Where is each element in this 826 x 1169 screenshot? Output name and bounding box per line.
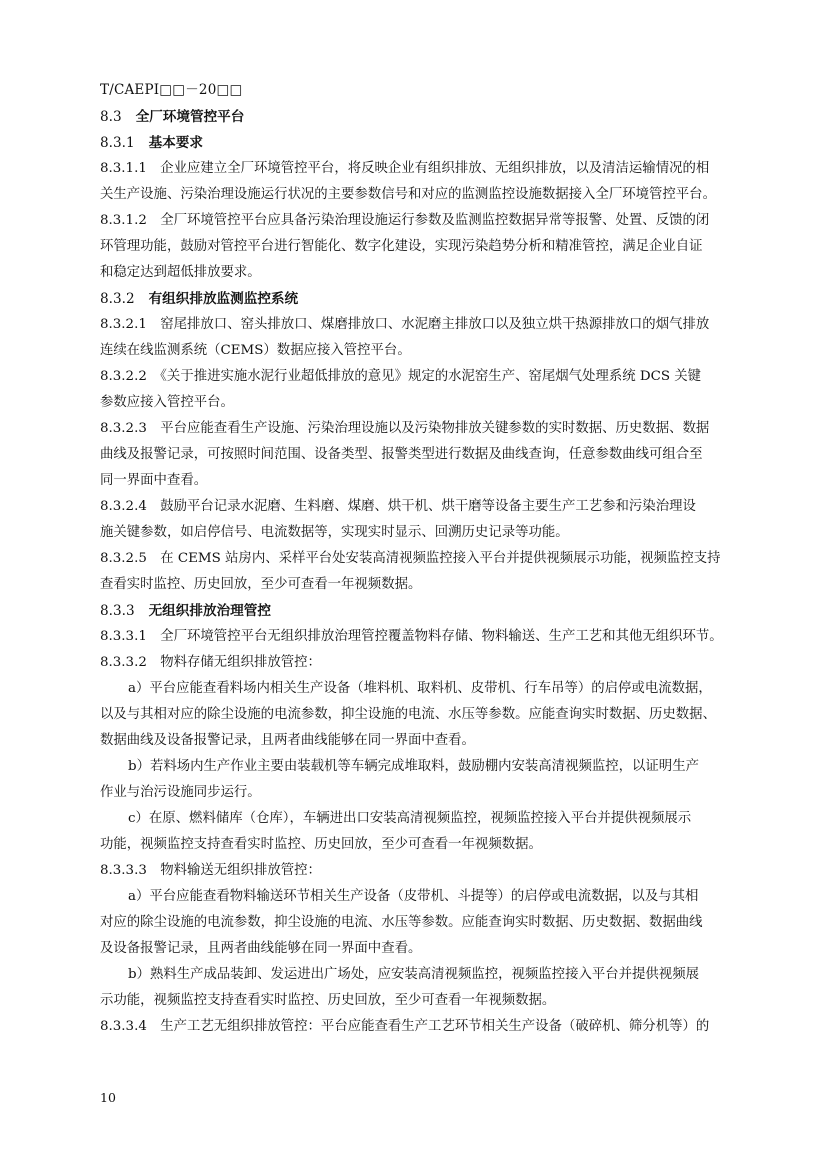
paragraph-p8334 — [100, 1014, 748, 1040]
paragraph-line: 8.3.3.2 物料存储无组织排放管控： — [100, 655, 321, 670]
paragraph-line: 8.3.1.1 企业应建立全厂环境管控平台，将反映企业有组织排放、无组织排放，以及清洁运输情况的相 — [100, 161, 710, 176]
section-number: 8.3 — [100, 109, 122, 125]
paragraph-p8325 — [100, 546, 748, 598]
paragraph-line: 关生产设施、污染治理设施运行状况的主要参数信号和对应的监测监控设施数据接入全厂环境管控平台。 — [100, 187, 716, 202]
paragraph-line: 和稳定达到超低排放要求。 — [100, 265, 261, 280]
paragraph-p8322 — [100, 364, 748, 416]
paragraph-p8332 — [100, 650, 748, 676]
paragraph-line: 以及与其相对应的除尘设施的电流参数，抑尘设施的电流、水压等参数。应能查询实时数据、历史数据、 — [100, 707, 716, 722]
paragraph-p8333a — [100, 884, 748, 962]
section-title: 基本要求 — [148, 135, 203, 151]
section-number: 8.3.3 — [100, 603, 135, 619]
paragraph-line: 8.3.3.3 物料输送无组织排放管控： — [100, 863, 321, 878]
paragraph-line: 数据曲线及设备报警记录，且两者曲线能够在同一界面中查看。 — [100, 733, 475, 748]
section-heading-s831 — [100, 130, 748, 156]
section-number: 8.3.1 — [100, 135, 135, 151]
paragraph-p8332a — [100, 676, 748, 754]
paragraph-line: 参数应接入管控平台。 — [100, 395, 234, 410]
section-title: 有组织排放监测监控系统 — [148, 291, 299, 307]
paragraph-p8331 — [100, 624, 748, 650]
paragraph-p8333 — [100, 858, 748, 884]
paragraph-line: a）平台应能查看料场内相关生产设备（堆料机、取料机、皮带机、行车吊等）的启停或电流数据， — [128, 681, 712, 696]
paragraph-line: b）熟料生产成品装卸、发运进出广场处，应安装高清视频监控，视频监控接入平台并提供视频展 — [128, 967, 699, 982]
paragraph-line: 8.3.2.1 窑尾排放口、窑头排放口、煤磨排放口、水泥磨主排放口以及独立烘干热源排放口的烟气排放 — [100, 317, 710, 332]
paragraph-line: 曲线及报警记录，可按照时间范围、设备类型、报警类型进行数据及曲线查询，任意参数曲线可组合至 — [100, 447, 703, 462]
paragraph-p8333b — [100, 962, 748, 1014]
paragraph-line: 对应的除尘设施的电流参数，抑尘设施的电流、水压等参数。应能查询实时数据、历史数据、数据曲线 — [100, 915, 703, 930]
section-heading-s83 — [100, 104, 748, 130]
paragraph-line: a）平台应能查看物料输送环节相关生产设备（皮带机、斗提等）的启停或电流数据，以及与其相 — [128, 889, 699, 904]
paragraph-line: 8.3.2.4 鼓励平台记录水泥磨、生料磨、煤磨、烘干机、烘干磨等设备主要生产工艺参和污染治理设 — [100, 499, 696, 514]
paragraph-p8332c — [100, 806, 748, 858]
paragraph-p8311 — [100, 156, 748, 208]
paragraph-p8323 — [100, 416, 748, 494]
page-number: 10 — [100, 1090, 116, 1105]
paragraph-line: 8.3.2.2 《关于推进实施水泥行业超低排放的意见》规定的水泥窑生产、窑尾烟气处理系统 DCS 关键 — [100, 369, 702, 384]
paragraph-line: c）在原、燃料储库（仓库），车辆进出口安装高清视频监控，视频监控接入平台并提供视频展示 — [128, 811, 692, 826]
section-title: 全厂环境管控平台 — [135, 109, 245, 125]
paragraph-line: 8.3.3.1 全厂环境管控平台无组织排放治理管控覆盖物料存储、物料输送、生产工艺和其他无组织环节。 — [100, 629, 723, 644]
paragraph-p8312 — [100, 208, 748, 286]
section-heading-s833 — [100, 598, 748, 624]
section-heading-s832 — [100, 286, 748, 312]
paragraph-line: 8.3.2.5 在 CEMS 站房内、采样平台处安装高清视频监控接入平台并提供视频展示功能，视频监控支持 — [100, 551, 721, 566]
paragraph-line: 8.3.1.2 全厂环境管控平台应具备污染治理设施运行参数及监测监控数据异常等报警、处置、反馈的闭 — [100, 213, 710, 228]
paragraph-line: 及设备报警记录，且两者曲线能够在同一界面中查看。 — [100, 941, 422, 956]
paragraph-line: 8.3.2.3 平台应能查看生产设施、污染治理设施以及污染物排放关键参数的实时数据、历史数据、数据 — [100, 421, 710, 436]
document-body — [100, 104, 748, 1040]
paragraph-p8324 — [100, 494, 748, 546]
paragraph-line: 查看实时监控、历史回放，至少可查看一年视频数据。 — [100, 577, 422, 592]
document-code-header: T/CAEPI□□－20□□ — [100, 82, 243, 98]
section-number: 8.3.2 — [100, 291, 135, 307]
paragraph-line: 8.3.3.4 生产工艺无组织排放管控：平台应能查看生产工艺环节相关生产设备（破碎机、筛分机等）的 — [100, 1019, 710, 1034]
paragraph-line: 功能，视频监控支持查看实时监控、历史回放，至少可查看一年视频数据。 — [100, 837, 542, 852]
paragraph-line: 示功能，视频监控支持查看实时监控、历史回放，至少可查看一年视频数据。 — [100, 993, 556, 1008]
paragraph-line: 环管理功能，鼓励对管控平台进行智能化、数字化建设，实现污染趋势分析和精准管控，满足企业自证 — [100, 239, 703, 254]
paragraph-line: 作业与治污设施同步运行。 — [100, 785, 261, 800]
paragraph-p8321 — [100, 312, 748, 364]
paragraph-line: b）若料场内生产作业主要由装载机等车辆完成堆取料，鼓励棚内安装高清视频监控，以证明生产 — [128, 759, 699, 774]
paragraph-line: 施关键参数，如启停信号、电流数据等，实现实时显示、回溯历史记录等功能。 — [100, 525, 569, 540]
paragraph-line: 连续在线监测系统（CEMS）数据应接入管控平台。 — [100, 343, 411, 358]
paragraph-line: 同一界面中查看。 — [100, 473, 208, 488]
section-title: 无组织排放治理管控 — [148, 603, 271, 619]
paragraph-p8332b — [100, 754, 748, 806]
